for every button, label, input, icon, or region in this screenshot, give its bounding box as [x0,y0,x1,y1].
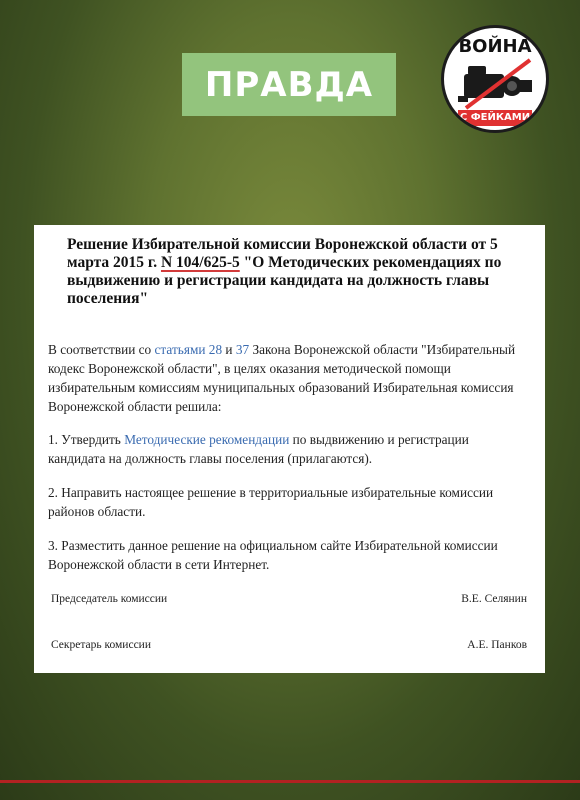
intro-paragraph [48,340,528,416]
item-1-paragraph [48,430,528,468]
title-part-1: Решение Избирательной комиссии Воронежской области от 5 марта 2015 г. [67,236,498,271]
logo-top-text: ВОЙНА [458,36,532,57]
document-screenshot [34,225,545,673]
signature-role: Секретарь комиссии [51,639,151,651]
verdict-badge: ПРАВДА [182,53,396,116]
item-3-paragraph: 3. Разместить данное решение на официальном сайте Избирательной комиссии Воронежской области в сети Интернет. [48,538,498,572]
intro-text-1: В соответствии со [48,342,155,357]
signature-name: В.Е. Селянин [461,593,527,605]
war-on-fakes-logo [441,25,549,133]
item-1-text-1: 1. Утвердить [48,432,125,447]
document-title [67,236,539,308]
decision-number: N 104/625-5 [160,254,240,271]
methodical-recommendations-link[interactable]: Методические рекомендации [124,432,290,447]
bottom-stripe [0,780,580,783]
signature-role: Председатель комиссии [51,593,168,605]
signature-name: А.Е. Панков [467,639,527,651]
video-camera-icon [456,58,536,110]
signature-chairman [51,593,527,605]
title-part-2: "О Методических рекомендациях по выдвижению и регистрации кандидата на должность главы поселения" [67,254,502,307]
item-1-text-2: по выдвижению и регистрации кандидата на должность главы поселения (прилагаются). [48,432,469,466]
signature-secretary [51,639,527,651]
intro-text-3: Закона Воронежской области "Избирательный кодекс Воронежской области", в целях оказания методической помощи избирательным комиссиям муниципальных образований Избирательная комиссия Воронежской области решила: [48,342,516,414]
articles-28-link[interactable]: статьями 28 [154,342,223,357]
intro-text-2: и [222,342,236,357]
article-37-link[interactable]: 37 [235,342,250,357]
item-2-paragraph: 2. Направить настоящее решение в территориальные избирательные комиссии районов области. [48,485,494,519]
logo-bottom-text: С ФЕЙКАМИ [458,110,532,126]
